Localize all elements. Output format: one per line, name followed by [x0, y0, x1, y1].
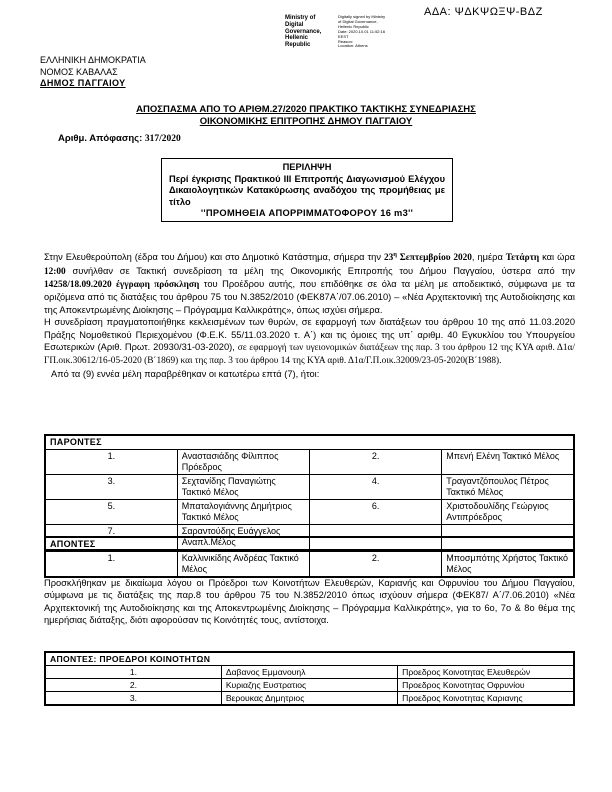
signature-line: of Digital Governance,: [338, 18, 378, 24]
member-number: 1.: [45, 450, 177, 475]
government-header: [40, 55, 146, 90]
document-title-line2: ΟΙΚΟΝΟΜΙΚΗΣ ΕΠΙΤΡΟΠΗΣ ΔΗΜΟΥ ΠΑΓΓΑΙΟΥ: [199, 115, 413, 127]
table-title: ΑΠΟΝΤΕΣ: [45, 537, 574, 552]
president-role: Προεδρος Κοινοτητας Ελευθερών: [398, 666, 574, 679]
member-number: 5.: [45, 500, 177, 525]
member-name: Σεχτανίδης Παναγιώτης Τακτικό Μέλος: [177, 475, 309, 500]
text-segment: Η συνεδρίαση πραγματοποιήθηκε κεκλεισμένων των θυρών, σε εφαρμογή των διατάξεων του άρθρου 10 της από 11.03.2020 Πράξης Νομοθετικού Περιεχομένου (Φ.Ε.Κ. 55/11.03.2020 τ. Α΄) και τις όμοιες της υπ΄ αριθμ. 40 Εγκυκλίου του Υπουργείου Εσωτερικών (Αριθ. Πρωτ. 20930/31-03-2020),: [44, 317, 575, 352]
digital-signature-stamp: [285, 15, 418, 49]
president-role: Προεδρος Κοινοτητας Καριανης: [398, 692, 574, 706]
invitation-ref: 14258/18.09.2020 έγγραφη πρόσκληση: [44, 279, 200, 290]
ministry-name-line: Governance,: [285, 28, 322, 35]
text-segment: , ημέρα: [471, 252, 506, 263]
table-row: [45, 500, 574, 525]
member-name: Μπενή Ελένη Τακτικό Μέλος: [442, 450, 574, 475]
ministry-name-line: Hellenic Republic: [285, 35, 311, 49]
absent-presidents-table: [44, 651, 575, 706]
paragraph-attendance: Από τα (9) εννέα μέλη παραβρέθηκαν οι κατωτέρω επτά (7), ήτοι:: [51, 368, 320, 379]
table-row: [45, 475, 574, 500]
body-text: [44, 249, 575, 380]
table-title-row: [45, 435, 574, 450]
document-title-line1: ΑΠΟΣΠΑΣΜΑ ΑΠΟ ΤΟ ΑΡΙΘΜ.27/2020 ΠΡΑΚΤΙΚΟ ΤΑΚΤΙΚΗΣ ΣΥΝΕΔΡΙΑΣΗΣ: [136, 104, 476, 115]
table-row: [45, 692, 574, 706]
president-number: 1.: [45, 666, 221, 679]
absent-members-table: [44, 536, 575, 578]
text-segment: του Προέδρου αυτής, που επιδόθηκε σε όλα τα μέλη με αποδεικτικό, σύμφωνα με τα οριζόμενα από τις διατάξεις του άρθρου 75 του Ν.3852/2010 (ΦΕΚ87Α΄/07.06.2010) – «Νέα Αρχιτεκτονική της Αυτοδιοίκησης και της Αποκεντρωμένης Διοίκησης – Πρόγραμμα Καλλικράτης», όπως ισχύει σήμερα.: [44, 278, 575, 315]
president-role: Προεδρος Κοινοτητας Οφρυνίου: [398, 679, 574, 692]
signature-line: Reason:: [338, 38, 353, 44]
municipality-name: ΔΗΜΟΣ ΠΑΓΓΑΙΟΥ: [40, 78, 126, 88]
time: 12:00: [44, 266, 66, 277]
ministry-name-line: Ministry of Digital: [285, 15, 316, 28]
text-segment: συνήλθαν σε Τακτική συνεδρίαση τα μέλη της Οικονομικής Επιτροπής του Δήμου Παγγαίου, ύστερα από την: [65, 265, 575, 276]
text-segment: Στην Ελευθερούπολη (έδρα του Δήμου) και στο Δημοτικό Κατάστημα, σήμερα την: [44, 252, 384, 263]
table-title-row: [45, 652, 574, 666]
signature-line: EEST: [338, 33, 349, 39]
table-title: ΠΑΡΟΝΤΕΣ: [45, 435, 574, 450]
signature-line: Date: 2020.10.01 11:52:16: [338, 28, 386, 34]
member-name: Τραγαντζόπουλος Πέτρος Τακτικό Μέλος: [442, 475, 574, 500]
member-name: Καλλινικίδης Ανδρέας Τακτικό Μέλος: [177, 552, 309, 578]
president-number: 2.: [45, 679, 221, 692]
table-title-row: [45, 537, 574, 552]
paragraph-closed-doors: [44, 316, 575, 368]
republic-line: ΕΛΛΗΝΙΚΗ ΔΗΜΟΚΡΑΤΙΑ: [40, 55, 146, 65]
health-regulations-ref: σε εφαρμογή των υγειονομικών διατάξεων της παρ. 3 του άρθρου 12 της ΚΥΑ αριθ. Δ1α/ΓΠ.οικ.30612/16-05-2020 (Β΄1869) και της παρ. 3 του άρθρου 14 της ΚΥΑ αριθ. Δ1α/Γ.Π.οικ.32009/23-05-2020(Β΄1988).: [44, 342, 575, 367]
date-month-year: Σεπτεμβρίου 2020: [396, 253, 472, 264]
present-members-table: [44, 434, 575, 551]
decision-number: [58, 133, 181, 144]
paragraph-session-info: [44, 249, 575, 316]
date-day-suffix: η: [393, 251, 397, 258]
member-name: Χριστοδουλίδης Γεώργιος Αντιπρόεδρος: [442, 500, 574, 525]
summary-title: ΠΕΡΙΛΗΨΗ: [282, 162, 332, 172]
member-number: 2.: [310, 552, 442, 578]
table-row: [45, 666, 574, 679]
member-name: Αναστασιάδης Φίλιππος Πρόεδρος: [177, 450, 309, 475]
signature-line: Digitally signed by Ministry: [338, 14, 386, 19]
table-row: [45, 450, 574, 475]
paragraph-community-presidents: Προσκλήθηκαν με δικαίωμα λόγου οι Πρόεδροι των Κοινοτήτων Ελευθερών, Καριανής και Οφρυνίου του Δήμου Παγγαίου, σύμφωνα με τις διατάξεις της παρ.8 του άρθρου 75 του Ν.3852/2010 όπως ισχύουν σήμερα (ΦΕΚ87/ Α΄/7.06.2010) «Νέα Αρχιτεκτονική της Αυτοδιοίκησης και της Αποκεντρωμένης Διοίκησης – Πρόγραμμα Καλλικράτης», για το 6ο, 7ο & 8ο θέμα της ημερήσιας διάταξης, διότι αφορούσαν τις Κοινότητές τους, αντίστοιχα.: [44, 578, 575, 626]
president-name: Βερουκας Δημητριος: [221, 692, 397, 706]
ministry-name: [285, 15, 333, 49]
member-number: 2.: [310, 450, 442, 475]
prefecture-line: ΝΟΜΟΣ ΚΑΒΑΛΑΣ: [40, 66, 118, 77]
president-name: Κυριαζης Ευστρατιος: [221, 679, 397, 692]
member-name: Μπαταλογιάννης Δημήτριος Τακτικό Μέλος: [177, 500, 309, 525]
document-title: [0, 104, 612, 127]
member-number: 4.: [310, 475, 442, 500]
decision-label: Αριθμ. Απόφασης:: [58, 133, 143, 144]
table-row: [45, 679, 574, 692]
signature-details: [338, 15, 418, 49]
member-name: Σαραντούδης Ευάγγελος Αναπλ.Μέλος: [177, 525, 309, 551]
weekday: Τετάρτη: [505, 253, 540, 264]
table-title: ΑΠΟΝΤΕΣ: ΠΡΟΕΔΡΟΙ ΚΟΙΝΟΤΗΤΩΝ: [45, 652, 574, 666]
signature-line: Location: Athens: [338, 43, 368, 49]
member-name: Μποσμπότης Χρήστος Τακτικό Μέλος: [442, 552, 574, 578]
signature-line: Hellenic Republic: [338, 23, 369, 29]
table-row: [45, 552, 574, 578]
decision-value: 317/2020: [144, 134, 181, 144]
text-segment: και ώρα: [539, 252, 575, 263]
summary-box: [161, 158, 453, 222]
member-number: 3.: [45, 475, 177, 500]
president-name: Δαβανος Εμμανουηλ: [221, 666, 397, 679]
member-number: 1.: [45, 552, 177, 578]
ada-code: ΑΔΑ: ΨΔΚΨΩΞΨ-ΒΔΖ: [424, 6, 543, 18]
summary-body: Περί έγκρισης Πρακτικού III Επιτροπής Διαγωνισμού Ελέγχου Δικαιολογητικών Κατακύρωσης αναδόχου της προμήθειας με τίτλο: [169, 173, 445, 207]
member-number: 6.: [310, 500, 442, 525]
date-day: 23: [383, 253, 394, 264]
summary-subject: ''ΠΡΟΜΗΘΕΙΑ ΑΠΟΡΡΙΜΜΑΤΟΦΟΡΟΥ 16 m3'': [200, 208, 414, 219]
member-number: 7.: [45, 525, 177, 551]
president-number: 3.: [45, 692, 221, 706]
